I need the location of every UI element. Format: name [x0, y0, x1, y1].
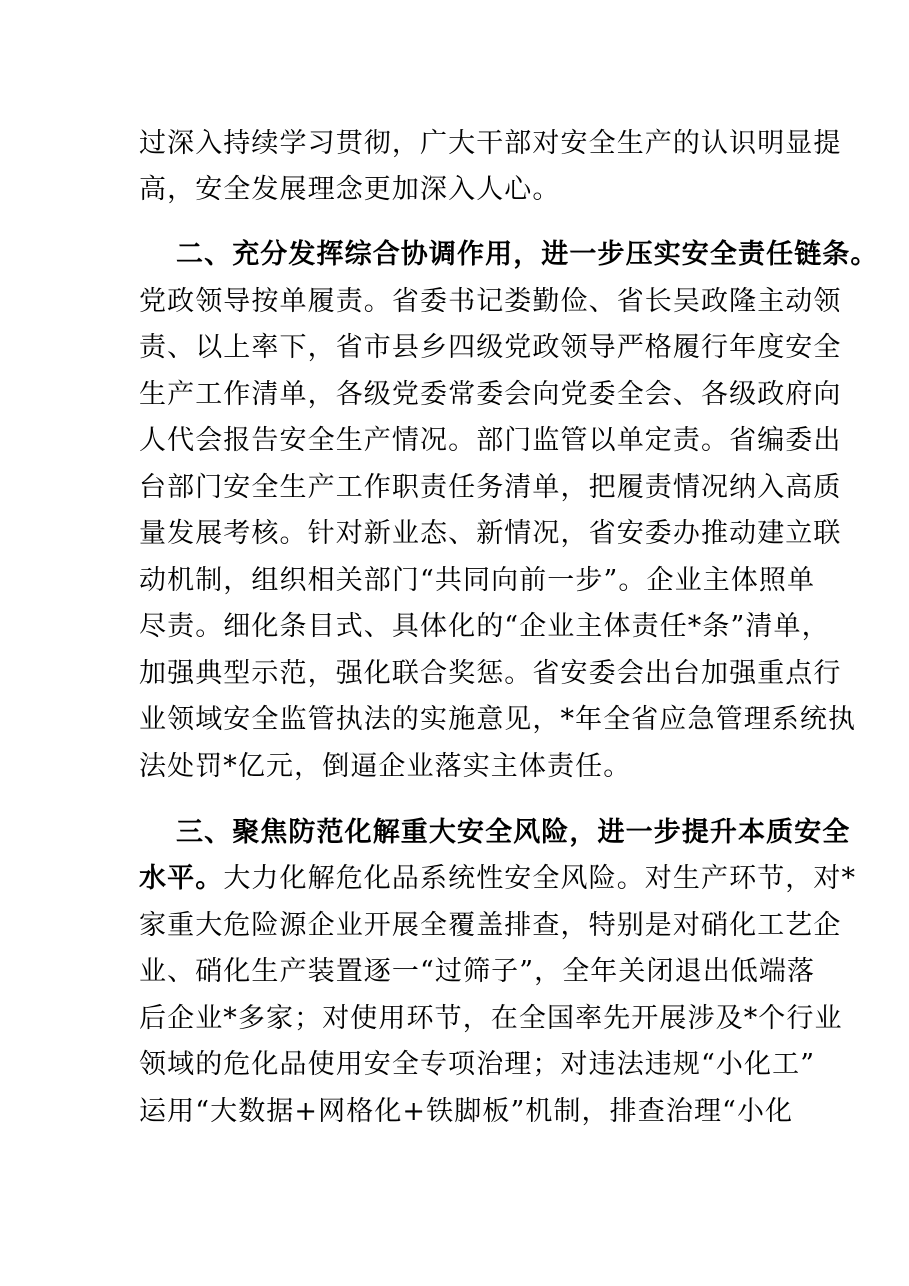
paragraph2-line-11: 法处罚*亿元，倒逼企业落实主体责任。	[139, 751, 632, 782]
paragraph3-line-6: 运用“大数据+网格化+铁脚板”机制，排查治理“小化	[139, 1096, 794, 1127]
paragraph3-line-4: 后企业*多家；对使用环节，在全国率先开展涉及*个行业	[139, 1003, 843, 1034]
section-three-heading-end: 水平。	[139, 863, 224, 894]
paragraph2-line-6: 量发展考核。针对新业态、新情况，省安委办推动建立联	[139, 518, 842, 549]
paragraph2-line-4: 人代会报告安全生产情况。部门监管以单定责。省编委出	[139, 425, 842, 456]
paragraph2-line-7: 动机制，组织相关部门“共同向前一步”。企业主体照单	[139, 565, 816, 596]
paragraph3-line-2: 家重大危险源企业开展全覆盖排查，特别是对硝化工艺企	[139, 910, 842, 941]
paragraph2-line-8: 尽责。细化条目式、具体化的“企业主体责任*条”清单，	[139, 611, 830, 642]
paragraph3-line-1	[139, 859, 856, 899]
paragraph2-line-10: 业领域安全监管执法的实施意见，*年全省应急管理系统执	[139, 704, 857, 735]
paragraph1-line-2: 高，安全发展理念更加深入人心。	[139, 174, 561, 205]
paragraph3-line-1-text: 大力化解危化品系统性安全风险。对生产环节，对*	[223, 863, 857, 894]
section-two-heading: 二、充分发挥综合协调作用，进一步压实安全责任链条。	[176, 239, 879, 270]
paragraph3-line-5: 领域的危化品使用安全专项治理；对违法违规“小化工”	[139, 1049, 816, 1080]
paragraph2-line-1: 党政领导按单履责。省委书记娄勤俭、省长吴政隆主动领	[139, 286, 842, 317]
section-three-heading: 三、聚焦防范化解重大安全风险，进一步提升本质安全	[176, 817, 851, 848]
paragraph3-line-3: 业、硝化生产装置逐一“过筛子”，全年关闭退出低端落	[139, 956, 816, 987]
paragraph2-line-9: 加强典型示范，强化联合奖惩。省安委会出台加强重点行	[139, 658, 842, 689]
paragraph2-line-2: 责、以上率下，省市县乡四级党政领导严格履行年度安全	[139, 332, 842, 363]
paragraph2-line-5: 台部门安全生产工作职责任务清单，把履责情况纳入高质	[139, 472, 842, 503]
paragraph1-line-1: 过深入持续学习贯彻，广大干部对安全生产的认识明显提	[139, 128, 842, 159]
paragraph2-line-3: 生产工作清单，各级党委常委会向党委全会、各级政府向	[139, 379, 842, 410]
